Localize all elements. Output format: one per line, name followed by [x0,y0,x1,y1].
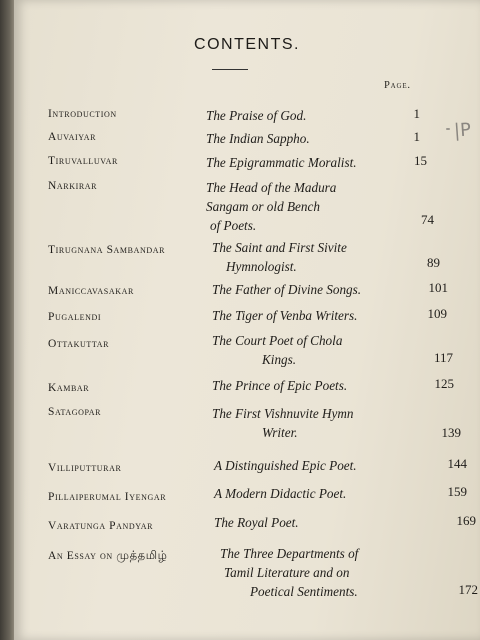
toc-page-number: 74 [421,212,434,227]
toc-page-number: 1 [413,129,420,144]
toc-page-number: 101 [428,280,448,295]
toc-description-line: The Court Poet of Chola [212,333,343,348]
toc-description-line: The Royal Poet. [214,515,299,530]
toc-author: Tiruvalluvar [48,155,118,167]
toc-page-number: 1 [413,106,420,121]
toc-page-number: 144 [447,456,467,471]
toc-description [206,178,416,235]
toc-author: Narkirar [48,180,98,192]
toc-description-line: Tamil Literature and on [224,565,350,580]
toc-description-line: The Praise of God. [206,108,307,123]
toc-author: Introduction [48,108,117,120]
toc-author: Satagopar [48,406,102,418]
toc-page-number: 117 [433,350,453,365]
toc-description-line: The Three Departments of [220,546,359,561]
pencil-tick-mark [446,128,450,130]
toc-description-line: A Modern Didactic Poet. [214,486,347,501]
toc-description [214,456,424,475]
toc-description-line: of Poets. [210,218,257,233]
toc-description [212,404,422,442]
pencil-annotation: |P [453,119,472,142]
toc-description-line: Writer. [262,425,298,440]
toc-description [220,544,430,601]
toc-page-number: 89 [427,255,440,270]
toc-description-line: The Tiger of Venba Writers. [212,308,358,323]
toc-description-line: The Father of Divine Songs. [212,282,362,297]
toc-page-number: 139 [441,425,461,440]
toc-description [212,306,422,325]
book-spine-shadow [0,0,14,640]
toc-author: Maniccavasakar [48,285,134,297]
toc-author: Pillaiperumal Iyengar [48,491,167,503]
toc-description [212,280,422,299]
toc-page-number: 15 [414,153,427,168]
toc-page-number: 159 [447,484,467,499]
toc-description-line: The Epigrammatic Moralist. [206,155,357,170]
book-page [14,0,480,640]
toc-author: Pugalendi [48,311,102,323]
toc-author: An Essay on முத்தமிழ் [48,550,168,562]
toc-description-line: The Prince of Epic Poets. [212,378,348,393]
toc-author: Villiputturar [48,462,122,474]
toc-description [214,513,424,532]
page-column-label: Page. [384,80,411,91]
toc-author: Auvaiyar [48,131,97,143]
toc-page-number: 172 [458,582,478,597]
toc-description-line: The Head of the Madura [206,180,337,195]
toc-description [212,376,422,395]
toc-description-line: Kings. [262,352,297,367]
toc-description-line: The Indian Sappho. [206,131,310,146]
toc-description-line: A Distinguished Epic Poet. [214,458,357,473]
heading-rule [212,69,248,70]
toc-description [212,331,422,369]
toc-description-line: Poetical Sentiments. [250,584,358,599]
toc-author: Ottakuttar [48,338,110,350]
toc-description [206,153,416,172]
toc-author: Varatunga Pandyar [48,520,154,532]
toc-author: Kambar [48,382,90,394]
toc-description [212,238,422,276]
toc-description-line: The Saint and First Sivite [212,240,347,255]
toc-description-line: Sangam or old Bench [206,199,320,214]
toc-page-number: 125 [434,376,454,391]
toc-page-number: 169 [456,513,476,528]
toc-description [214,484,424,503]
toc-description-line: The First Vishnuvite Hymn [212,406,354,421]
toc-author: Tirugnana Sambandar [48,244,166,256]
toc-page-number: 109 [427,306,447,321]
toc-description-line: Hymnologist. [226,259,297,274]
contents-heading: CONTENTS. [194,36,300,53]
